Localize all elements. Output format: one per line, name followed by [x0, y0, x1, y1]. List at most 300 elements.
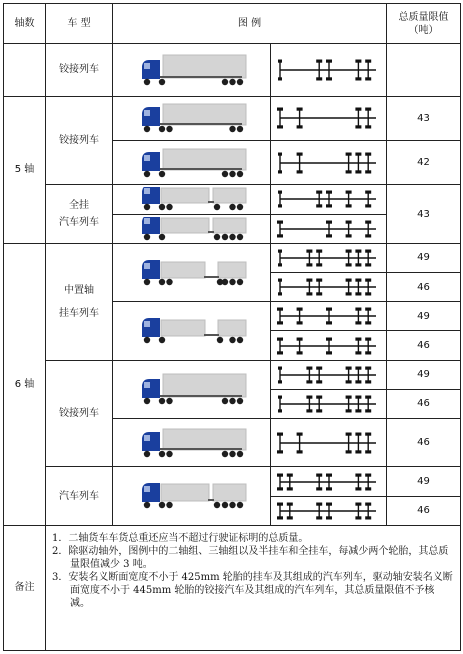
- tire-icon: [345, 366, 351, 369]
- tire-icon: [365, 205, 371, 208]
- wheel-icon: [221, 502, 227, 508]
- cab-icon: [142, 260, 160, 279]
- tire-icon: [345, 409, 351, 412]
- tire-icon: [278, 205, 282, 208]
- tire-icon: [355, 380, 361, 383]
- cab-icon: [142, 483, 160, 502]
- chassis-bar: [160, 76, 242, 78]
- truck-illustration: [136, 148, 248, 178]
- vehicle-type-full-trailer: [46, 185, 113, 243]
- wheel-icon: [158, 170, 164, 176]
- wheel-icon: [236, 337, 242, 343]
- tire-icon: [365, 77, 371, 80]
- tire-icon: [365, 351, 371, 354]
- tire-icon: [316, 292, 322, 295]
- wheel-icon: [229, 126, 235, 132]
- note-item-1: 1．二轴货车车货总重还应当不超过行驶证标明的总质量。: [52, 532, 309, 544]
- truck-image-cell: [113, 360, 271, 418]
- truck-body: [161, 218, 209, 233]
- cab-icon: [142, 318, 160, 337]
- axle-count-5: 5 轴: [4, 96, 46, 243]
- axle-diagram: [277, 501, 381, 521]
- tire-icon: [326, 516, 332, 519]
- tire-icon: [296, 351, 302, 354]
- wheel-icon: [229, 204, 235, 210]
- truck-image-cell: [113, 44, 271, 96]
- tire-icon: [355, 450, 361, 453]
- wheel-icon: [221, 233, 227, 239]
- limit-value: [387, 44, 461, 96]
- drawbar: [208, 231, 214, 233]
- tire-icon: [345, 170, 351, 173]
- tire-icon: [355, 308, 361, 311]
- wheel-icon: [158, 337, 164, 343]
- chassis-bar: [160, 395, 242, 397]
- tire-icon: [306, 395, 312, 398]
- tire-icon: [365, 191, 371, 194]
- limit-value: 46: [387, 419, 461, 467]
- tire-icon: [296, 337, 302, 340]
- axle-diagram: [277, 219, 381, 239]
- trailer-box: [163, 374, 246, 397]
- tire-icon: [296, 432, 302, 435]
- tire-icon: [306, 263, 312, 266]
- axle-diagram-cell: [271, 467, 387, 496]
- trailer-box: [163, 55, 246, 78]
- wheel-icon: [158, 126, 164, 132]
- vehicle-type-full-trailer-6: 汽车列车: [46, 467, 113, 525]
- tire-icon: [326, 308, 332, 311]
- vehicle-type-line1: 全挂: [69, 200, 89, 212]
- table-row: [4, 96, 461, 140]
- truck-image-cell: [113, 467, 271, 525]
- tire-icon: [345, 380, 351, 383]
- tire-icon: [355, 395, 361, 398]
- cab-icon: [142, 107, 160, 126]
- tire-icon: [365, 220, 371, 223]
- tire-icon: [355, 152, 361, 155]
- axle-diagram: [277, 189, 381, 209]
- tire-icon: [278, 263, 282, 266]
- axle-diagram-cell: [271, 419, 387, 467]
- window-icon: [144, 155, 150, 161]
- tire-icon: [355, 473, 361, 476]
- wheel-icon: [143, 233, 149, 239]
- wheel-icon: [158, 502, 164, 508]
- tire-icon: [355, 432, 361, 435]
- wheel-icon: [236, 126, 242, 132]
- tire-icon: [277, 322, 283, 325]
- truck-illustration: [136, 187, 248, 211]
- header-limit-unit: （吨）: [408, 24, 439, 36]
- window-icon: [144, 321, 150, 327]
- trailer-box: [163, 429, 246, 450]
- tire-icon: [296, 450, 302, 453]
- wheel-icon: [143, 502, 149, 508]
- note-item-3: 3．安装名义断面宽度不小于 425mm 轮胎的挂车及其组成的汽车列车，驱动轴安装名义断面宽度不小于 445mm 轮胎的铰接汽车及其组成的汽车列车，其总质量限值不予核减。: [52, 571, 453, 609]
- tire-icon: [277, 502, 283, 505]
- drawbar: [208, 499, 214, 501]
- tire-icon: [277, 432, 283, 435]
- notes-content: [46, 525, 461, 650]
- tire-icon: [306, 366, 312, 369]
- axle-diagram-cell: [271, 273, 387, 302]
- tire-icon: [365, 126, 371, 129]
- wheel-icon: [166, 502, 172, 508]
- vehicle-type-articulated-6: 铰接列车: [46, 360, 113, 467]
- cab-icon: [142, 60, 160, 79]
- truck-body: [161, 320, 205, 336]
- tire-icon: [278, 292, 282, 295]
- table-row: [4, 360, 461, 389]
- axle-diagram: [277, 58, 381, 82]
- trailer-box: [218, 320, 246, 336]
- tire-icon: [306, 249, 312, 252]
- tire-icon: [326, 191, 332, 194]
- chassis-bar: [160, 448, 242, 450]
- tire-icon: [296, 108, 302, 111]
- tire-icon: [345, 395, 351, 398]
- wheel-icon: [236, 398, 242, 404]
- trailer-box: [163, 149, 246, 170]
- vehicle-type-line2: 挂车列车: [59, 307, 99, 319]
- tire-icon: [277, 126, 283, 129]
- window-icon: [144, 435, 150, 441]
- tire-icon: [355, 366, 361, 369]
- truck-illustration: [136, 318, 248, 344]
- tire-icon: [326, 59, 332, 62]
- tire-icon: [316, 395, 322, 398]
- tire-icon: [278, 170, 282, 173]
- limit-value: 42: [387, 141, 461, 185]
- tire-icon: [277, 220, 283, 223]
- window-icon: [144, 486, 150, 492]
- tire-icon: [355, 409, 361, 412]
- tire-icon: [365, 432, 371, 435]
- header-vehicle-type: 车 型: [46, 4, 113, 44]
- axle-diagram: [277, 248, 381, 268]
- header-limit: [387, 4, 461, 44]
- window-icon: [144, 63, 150, 69]
- axle-diagram: [277, 431, 381, 455]
- tire-icon: [365, 234, 371, 237]
- wheel-icon: [229, 337, 235, 343]
- tire-icon: [365, 395, 371, 398]
- tire-icon: [355, 263, 361, 266]
- tire-icon: [316, 77, 322, 80]
- tire-icon: [365, 263, 371, 266]
- weight-limit-table: [3, 3, 461, 651]
- header-axles: 轴数: [4, 4, 46, 44]
- tire-icon: [365, 487, 371, 490]
- tire-icon: [355, 516, 361, 519]
- limit-value: 46: [387, 389, 461, 418]
- truck-image-cell: [113, 96, 271, 140]
- tire-icon: [316, 249, 322, 252]
- tire-icon: [355, 502, 361, 505]
- tire-icon: [365, 473, 371, 476]
- tire-icon: [365, 380, 371, 383]
- chassis-bar: [160, 168, 242, 170]
- tire-icon: [345, 450, 351, 453]
- truck-illustration: [136, 373, 248, 405]
- axle-diagram-cell: [271, 185, 387, 214]
- tire-icon: [316, 516, 322, 519]
- vehicle-type-cell: 铰接列车: [46, 44, 113, 96]
- wheel-icon: [166, 451, 172, 457]
- wheel-icon: [216, 278, 222, 284]
- tire-icon: [355, 170, 361, 173]
- notes-label: 备注: [4, 525, 46, 650]
- wheel-icon: [158, 398, 164, 404]
- wheel-icon: [229, 502, 235, 508]
- tire-icon: [296, 308, 302, 311]
- table-header-row: [4, 4, 461, 44]
- vehicle-type-center-axle: [46, 243, 113, 360]
- cab-icon: [142, 379, 160, 398]
- wheel-icon: [213, 502, 219, 508]
- header-limit-title: 总质量限值: [398, 11, 449, 23]
- tire-icon: [277, 234, 283, 237]
- tire-icon: [345, 292, 351, 295]
- tire-icon: [345, 205, 351, 208]
- truck-image-cell: [113, 141, 271, 185]
- limit-value: 46: [387, 273, 461, 302]
- wheel-icon: [236, 278, 242, 284]
- tire-icon: [355, 292, 361, 295]
- tire-icon: [278, 409, 282, 412]
- tire-icon: [296, 152, 302, 155]
- axle-diagram: [277, 277, 381, 297]
- tire-icon: [316, 279, 322, 282]
- trailer-box: [218, 262, 246, 278]
- tire-icon: [326, 487, 332, 490]
- tire-icon: [365, 322, 371, 325]
- wheel-icon: [229, 79, 235, 85]
- drawbar: [204, 334, 219, 336]
- wheel-icon: [229, 170, 235, 176]
- wheel-icon: [166, 204, 172, 210]
- vehicle-type-articulated: 铰接列车: [46, 96, 113, 185]
- tire-icon: [277, 108, 283, 111]
- axle-diagram: [277, 106, 381, 130]
- tire-icon: [306, 409, 312, 412]
- tire-icon: [326, 205, 332, 208]
- tire-icon: [286, 502, 292, 505]
- truck-illustration: [136, 260, 248, 286]
- tire-icon: [278, 380, 282, 383]
- limit-value: 46: [387, 331, 461, 360]
- tire-icon: [345, 249, 351, 252]
- axle-diagram-cell: [271, 496, 387, 525]
- tire-icon: [316, 191, 322, 194]
- tire-icon: [326, 77, 332, 80]
- tire-icon: [296, 322, 302, 325]
- axle-diagram-cell: [271, 96, 387, 140]
- header-diagram: 图 例: [113, 4, 387, 44]
- wheel-icon: [229, 451, 235, 457]
- axle-diagram-cell: [271, 389, 387, 418]
- tire-icon: [326, 234, 332, 237]
- tire-icon: [345, 191, 351, 194]
- tire-icon: [345, 220, 351, 223]
- limit-value: 49: [387, 302, 461, 331]
- wheel-icon: [143, 170, 149, 176]
- wheel-icon: [166, 278, 172, 284]
- vehicle-type-line2: 汽车列车: [59, 217, 99, 229]
- limit-value: 49: [387, 243, 461, 272]
- tire-icon: [365, 59, 371, 62]
- tire-icon: [278, 152, 282, 155]
- tire-icon: [355, 279, 361, 282]
- wheel-icon: [229, 398, 235, 404]
- truck-body: [161, 484, 209, 501]
- tire-icon: [278, 59, 282, 62]
- drawbar: [208, 201, 214, 203]
- wheel-icon: [236, 233, 242, 239]
- axle-diagram-cell: [271, 302, 387, 331]
- tire-icon: [277, 450, 283, 453]
- wheel-icon: [158, 278, 164, 284]
- wheel-icon: [229, 233, 235, 239]
- tire-icon: [365, 502, 371, 505]
- tire-icon: [365, 249, 371, 252]
- wheel-icon: [213, 233, 219, 239]
- tire-icon: [326, 351, 332, 354]
- wheel-icon: [143, 451, 149, 457]
- cab-icon: [142, 152, 160, 171]
- drawbar: [204, 276, 219, 278]
- wheel-icon: [158, 79, 164, 85]
- wheel-icon: [143, 337, 149, 343]
- tire-icon: [278, 249, 282, 252]
- tire-icon: [286, 473, 292, 476]
- tire-icon: [326, 337, 332, 340]
- wheel-icon: [229, 278, 235, 284]
- wheel-icon: [221, 398, 227, 404]
- wheel-icon: [221, 451, 227, 457]
- table-row: [4, 467, 461, 496]
- axle-diagram-cell: [271, 360, 387, 389]
- tire-icon: [355, 77, 361, 80]
- tire-icon: [316, 205, 322, 208]
- truck-image-cell: [113, 243, 271, 301]
- wheel-icon: [143, 79, 149, 85]
- truck-illustration: [136, 428, 248, 458]
- axle-diagram: [277, 151, 381, 175]
- truck-body: [161, 188, 209, 203]
- tire-icon: [316, 263, 322, 266]
- truck-illustration: [136, 217, 248, 241]
- wheel-icon: [158, 233, 164, 239]
- tire-icon: [355, 322, 361, 325]
- tire-icon: [316, 409, 322, 412]
- axle-diagram: [277, 306, 381, 326]
- axle-diagram-cell: [271, 331, 387, 360]
- truck-illustration: [136, 103, 248, 133]
- axle-diagram: [277, 394, 381, 414]
- wheel-icon: [158, 451, 164, 457]
- tire-icon: [277, 487, 283, 490]
- tire-icon: [316, 473, 322, 476]
- axle-count-6: 6 轴: [4, 243, 46, 525]
- limit-value: 49: [387, 467, 461, 496]
- wheel-icon: [221, 79, 227, 85]
- window-icon: [144, 110, 150, 116]
- tire-icon: [296, 170, 302, 173]
- axle-diagram: [277, 472, 381, 492]
- tire-icon: [345, 432, 351, 435]
- truck-illustration: [136, 54, 248, 86]
- truck-image-cell: [113, 185, 271, 214]
- window-icon: [144, 263, 150, 269]
- note-item-2: 2．除驱动轴外，图例中的二轴组、三轴组以及半挂车和全挂车，每减少两个轮胎，其总质量限值减少 3 吨。: [52, 545, 449, 570]
- table-row: [4, 185, 461, 214]
- tire-icon: [365, 108, 371, 111]
- notes-row: [4, 525, 461, 650]
- tire-icon: [306, 292, 312, 295]
- tire-icon: [355, 126, 361, 129]
- tire-icon: [345, 279, 351, 282]
- tire-icon: [326, 473, 332, 476]
- tire-icon: [278, 77, 282, 80]
- tire-icon: [277, 308, 283, 311]
- trailer-box: [213, 188, 246, 203]
- tire-icon: [316, 380, 322, 383]
- tire-icon: [286, 516, 292, 519]
- tire-icon: [278, 191, 282, 194]
- tire-icon: [316, 487, 322, 490]
- limit-value: 43: [387, 96, 461, 140]
- window-icon: [144, 382, 150, 388]
- wheel-icon: [166, 398, 172, 404]
- tire-icon: [326, 220, 332, 223]
- tire-icon: [278, 366, 282, 369]
- window-icon: [144, 188, 150, 194]
- window-icon: [144, 218, 150, 224]
- tire-icon: [355, 487, 361, 490]
- trailer-box: [213, 218, 246, 233]
- tire-icon: [278, 279, 282, 282]
- axle-diagram-cell: [271, 243, 387, 272]
- wheel-icon: [158, 204, 164, 210]
- tire-icon: [365, 279, 371, 282]
- tire-icon: [316, 502, 322, 505]
- tire-icon: [316, 59, 322, 62]
- table-row: [4, 44, 461, 96]
- tire-icon: [345, 152, 351, 155]
- trailer-box: [163, 104, 246, 125]
- tire-icon: [326, 322, 332, 325]
- truck-image-cell: [113, 302, 271, 360]
- wheel-icon: [236, 204, 242, 210]
- vehicle-type-line1: 中置轴: [64, 284, 94, 296]
- wheel-icon: [236, 79, 242, 85]
- tire-icon: [365, 516, 371, 519]
- tire-icon: [365, 450, 371, 453]
- tire-icon: [277, 516, 283, 519]
- tire-icon: [277, 337, 283, 340]
- limit-value: 49: [387, 360, 461, 389]
- tire-icon: [355, 249, 361, 252]
- wheel-icon: [143, 278, 149, 284]
- tire-icon: [365, 152, 371, 155]
- tire-icon: [296, 126, 302, 129]
- tire-icon: [326, 502, 332, 505]
- limit-value: 46: [387, 496, 461, 525]
- axle-diagram-cell: [271, 141, 387, 185]
- trailer-box: [213, 484, 246, 501]
